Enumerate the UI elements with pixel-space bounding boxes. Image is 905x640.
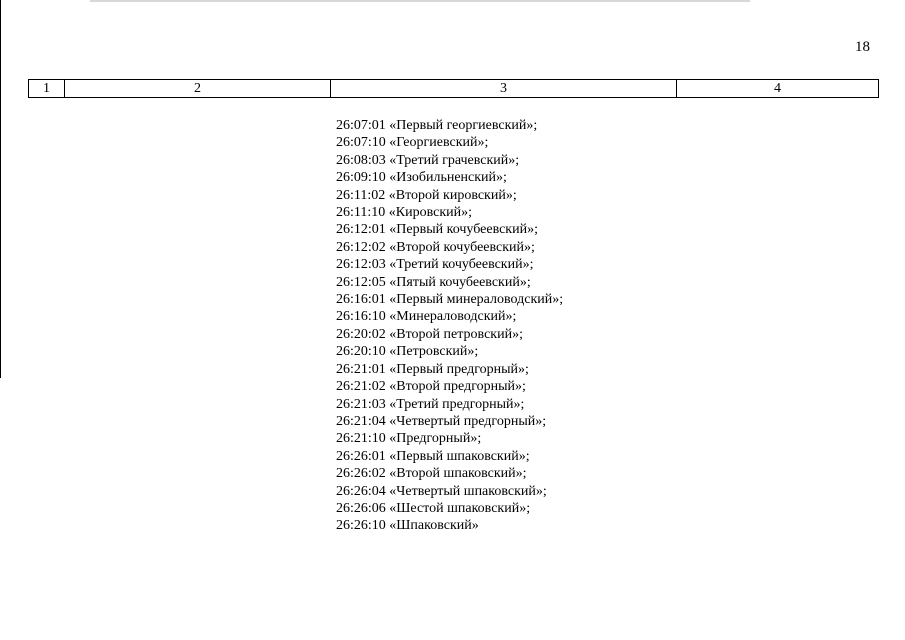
column-number-cell: 1 [29, 80, 65, 98]
district-code-entry: 26:26:01 «Первый шпаковский»; [336, 448, 530, 464]
district-code-entry: 26:11:02 «Второй кировский»; [336, 187, 517, 203]
district-code-entry: 26:07:01 «Первый георгиевский»; [336, 118, 538, 133]
district-code-entry: 26:21:10 «Предгорный»; [336, 431, 482, 447]
district-code-entry: 26:16:01 «Первый минераловодский»; [336, 292, 564, 308]
district-code-entry: 26:26:02 «Второй шпаковский»; [336, 466, 527, 482]
district-code-entry: 26:12:01 «Первый кочубеевский»; [336, 222, 538, 238]
page-number: 18 [855, 39, 870, 55]
district-code-entry: 26:20:10 «Петровский»; [336, 344, 479, 360]
district-code-entry: 26:26:04 «Четвертый шпаковский»; [336, 483, 547, 499]
district-code-entry: 26:21:01 «Первый предгорный»; [336, 361, 529, 377]
column-number-row [29, 80, 879, 98]
district-code-entry: 26:16:10 «Минераловодский»; [336, 309, 517, 325]
district-code-entry: 26:20:02 «Второй петровский»; [336, 326, 523, 342]
district-code-entry: 26:12:03 «Третий кочубеевский»; [336, 257, 534, 273]
district-code-entry: 26:09:10 «Изобильненский»; [336, 170, 507, 186]
column-number-cell: 4 [677, 80, 879, 98]
district-code-entry: 26:21:03 «Третий предгорный»; [336, 396, 525, 412]
district-code-entry: 26:12:02 «Второй кочубеевский»; [336, 239, 535, 255]
district-code-entry: 26:12:05 «Пятый кочубеевский»; [336, 274, 531, 290]
district-code-entry: 26:21:02 «Второй предгорный»; [336, 379, 526, 395]
district-code-entry: 26:26:06 «Шестой шпаковский»; [336, 500, 531, 516]
district-code-entry: 26:26:10 «Шпаковский» [336, 518, 479, 534]
district-code-entry: 26:07:10 «Георгиевский»; [336, 135, 489, 151]
district-code-entry: 26:08:03 «Третий грачевский»; [336, 152, 520, 168]
column-number-header-table [28, 79, 879, 98]
scan-top-border [90, 0, 750, 2]
column-number-cell: 2 [65, 80, 331, 98]
district-code-list [336, 117, 563, 535]
scan-left-border [0, 0, 1, 378]
district-code-entry: 26:21:04 «Четвертый предгорный»; [336, 413, 547, 429]
district-code-entry: 26:11:10 «Кировский»; [336, 205, 473, 221]
column-number-cell: 3 [331, 80, 677, 98]
